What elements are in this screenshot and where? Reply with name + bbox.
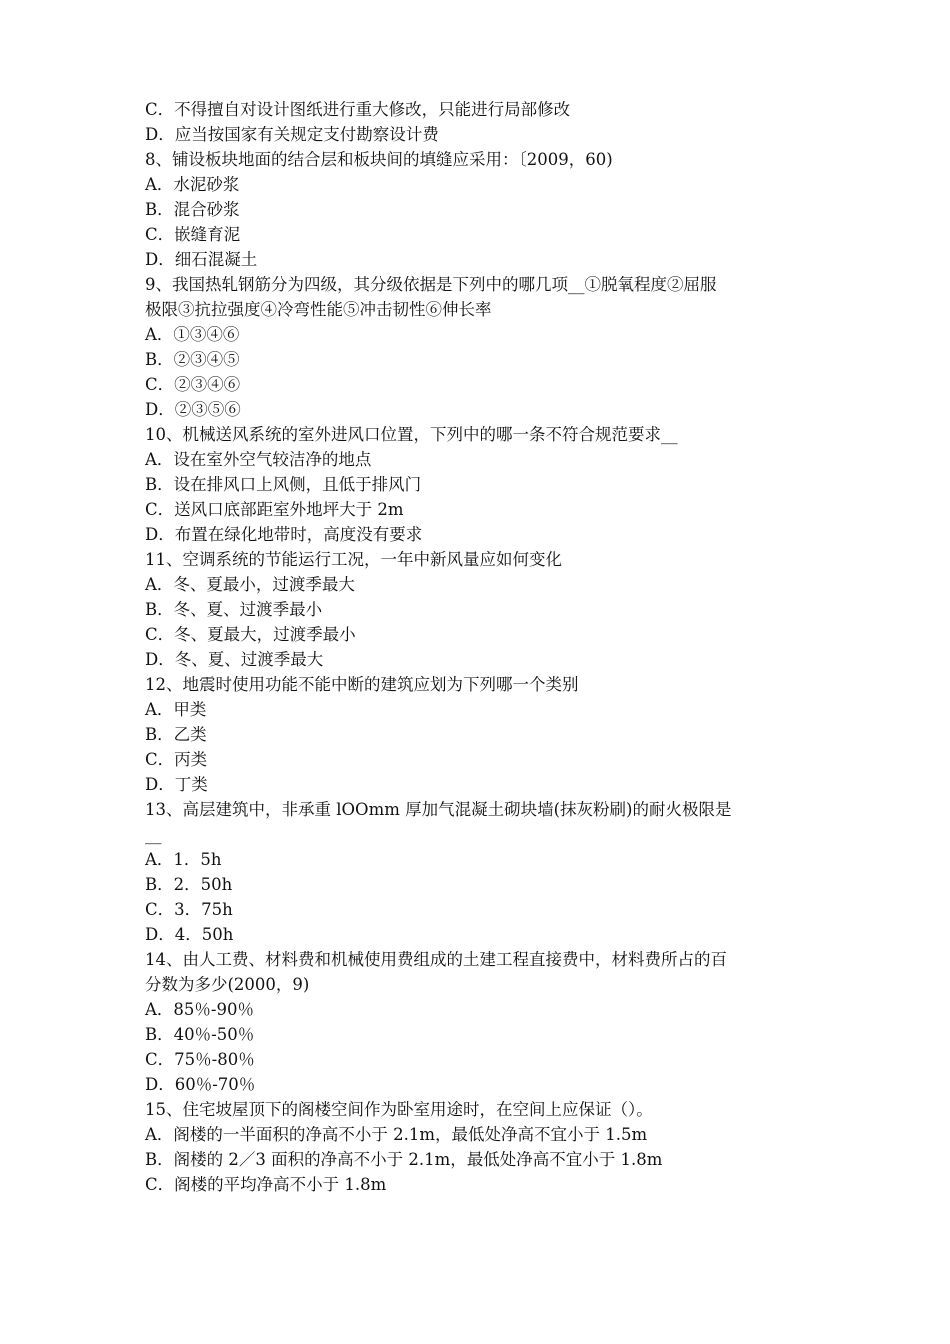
text-line: 8、铺设板块地面的结合层和板块间的填缝应采用：〔2009，60)	[145, 150, 613, 169]
text-line: 分数为多少(2000，9)	[145, 975, 310, 994]
document-page	[145, 97, 815, 1197]
text-line: A．①③④⑥	[145, 325, 240, 344]
text-line: B．乙类	[145, 725, 207, 744]
text-line: C．不得擅自对设计图纸进行重大修改，只能进行局部修改	[145, 100, 571, 119]
text-line: __	[145, 825, 162, 844]
text-line: B．2．50h	[145, 875, 233, 894]
text-line: 极限③抗拉强度④冷弯性能⑤冲击韧性⑥伸长率	[145, 300, 492, 319]
text-line: C．阁楼的平均净高不小于 1.8m	[145, 1175, 387, 1194]
text-line: C．丙类	[145, 750, 208, 769]
text-line: C．②③④⑥	[145, 375, 241, 394]
text-line: B．②③④⑤	[145, 350, 240, 369]
text-line: 13、高层建筑中，非承重 lOOmm 厚加气混凝土砌块墙(抹灰粉刷)的耐火极限是	[145, 800, 732, 819]
text-line: A．设在室外空气较洁净的地点	[145, 450, 372, 469]
text-line: C．75％-80％	[145, 1050, 255, 1069]
text-line: 10、机械送风系统的室外进风口位置，下列中的哪一条不符合规范要求__	[145, 425, 678, 444]
text-line: A．阁楼的一半面积的净高不小于 2.1m，最低处净高不宜小于 1.5m	[145, 1125, 648, 1144]
text-line: B．阁楼的 2／3 面积的净高不小于 2.1m，最低处净高不宜小于 1.8m	[145, 1150, 663, 1169]
text-line: D．应当按国家有关规定支付勘察设计费	[145, 125, 439, 144]
text-line: C．送风口底部距室外地坪大于 2m	[145, 500, 404, 519]
text-line: C．3．75h	[145, 900, 233, 919]
text-line: B．40％-50％	[145, 1025, 255, 1044]
text-line: B．混合砂浆	[145, 200, 240, 219]
text-line: A．水泥砂浆	[145, 175, 240, 194]
text-line: A．1．5h	[145, 850, 222, 869]
text-line: D．细石混凝土	[145, 250, 258, 269]
text-line: A．85％-90％	[145, 1000, 254, 1019]
text-line: C．嵌缝育泥	[145, 225, 241, 244]
text-line: D．②③⑤⑥	[145, 400, 241, 419]
text-line: D．60％-70％	[145, 1075, 256, 1094]
text-line: A．甲类	[145, 700, 207, 719]
text-line: D．4．50h	[145, 925, 234, 944]
text-line: C．冬、夏最大，过渡季最小	[145, 625, 356, 644]
text-line: 15、住宅坡屋顶下的阁楼空间作为卧室用途时，在空间上应保证（）。	[145, 1100, 653, 1119]
text-line: A．冬、夏最小，过渡季最大	[145, 575, 355, 594]
text-line: 11、空调系统的节能运行工况，一年中新风量应如何变化	[145, 550, 562, 569]
text-line: B．设在排风口上风侧，且低于排风门	[145, 475, 422, 494]
text-line: D．冬、夏、过渡季最大	[145, 650, 324, 669]
text-line: 14、由人工费、材料费和机械使用费组成的土建工程直接费中，材料费所占的百	[145, 950, 727, 969]
text-line: 12、地震时使用功能不能中断的建筑应划为下列哪一个类别	[145, 675, 579, 694]
text-line: D．丁类	[145, 775, 208, 794]
text-line: 9、我国热轧钢筋分为四级，其分级依据是下列中的哪几项__①脱氧程度②屈服	[145, 275, 717, 294]
text-line: D．布置在绿化地带时，高度没有要求	[145, 525, 423, 544]
text-line: B．冬、夏、过渡季最小	[145, 600, 323, 619]
